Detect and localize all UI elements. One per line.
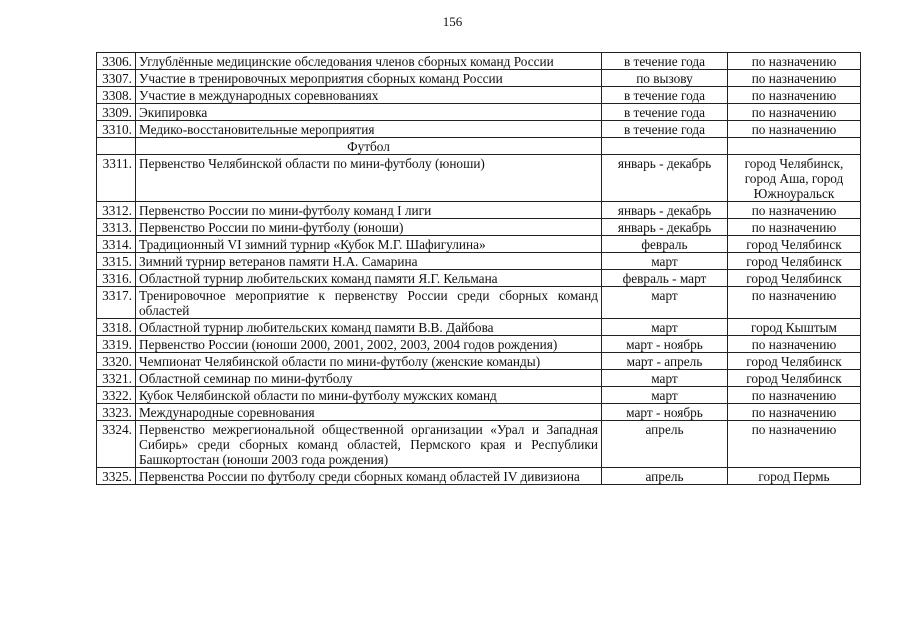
row-number: 3311. (97, 155, 136, 202)
event-place: город Кыштым (728, 319, 861, 336)
event-date: март (602, 370, 728, 387)
event-date: март - ноябрь (602, 404, 728, 421)
row-number: 3310. (97, 121, 136, 138)
event-date (602, 138, 728, 155)
row-number: 3307. (97, 70, 136, 87)
event-date: январь - декабрь (602, 155, 728, 202)
table-row (97, 270, 861, 287)
row-number: 3323. (97, 404, 136, 421)
event-name: Первенство России (юноши 2000, 2001, 2002, 2003, 2004 годов рождения) (136, 336, 602, 353)
event-date: март - ноябрь (602, 336, 728, 353)
table-row (97, 421, 861, 468)
event-place: по назначению (728, 421, 861, 468)
event-place: город Челябинск (728, 370, 861, 387)
event-place: город Челябинск (728, 253, 861, 270)
event-date: в течение года (602, 104, 728, 121)
event-date: март (602, 287, 728, 319)
row-number: 3316. (97, 270, 136, 287)
table-row (97, 70, 861, 87)
row-number: 3321. (97, 370, 136, 387)
row-number: 3315. (97, 253, 136, 270)
table-row (97, 370, 861, 387)
event-name: Тренировочное мероприятие к первенству России среди сборных команд областей (136, 287, 602, 319)
event-place: по назначению (728, 404, 861, 421)
row-number: 3308. (97, 87, 136, 104)
row-number: 3325. (97, 468, 136, 485)
table-row (97, 319, 861, 336)
event-place: по назначению (728, 104, 861, 121)
table-row (97, 53, 861, 70)
section-row (97, 138, 861, 155)
event-name: Экипировка (136, 104, 602, 121)
event-date: февраль (602, 236, 728, 253)
event-place: город Челябинск (728, 236, 861, 253)
event-date: в течение года (602, 87, 728, 104)
event-name: Чемпионат Челябинской области по мини-футболу (женские команды) (136, 353, 602, 370)
event-place: город Челябинск (728, 353, 861, 370)
table-row (97, 387, 861, 404)
event-place: по назначению (728, 387, 861, 404)
row-number: 3313. (97, 219, 136, 236)
row-number (97, 138, 136, 155)
event-name: Первенство Челябинской области по мини-футболу (юноши) (136, 155, 602, 202)
event-name: Областной турнир любительских команд памяти В.В. Дайбова (136, 319, 602, 336)
table-row (97, 287, 861, 319)
table-row (97, 253, 861, 270)
event-place (728, 138, 861, 155)
event-date: март (602, 319, 728, 336)
event-name: Областной семинар по мини-футболу (136, 370, 602, 387)
table-row (97, 353, 861, 370)
event-place: по назначению (728, 336, 861, 353)
section-heading: Футбол (136, 138, 602, 155)
event-place: по назначению (728, 219, 861, 236)
event-name: Первенства России по футболу среди сборных команд областей IV дивизиона (136, 468, 602, 485)
event-date: апрель (602, 421, 728, 468)
event-place: по назначению (728, 70, 861, 87)
row-number: 3317. (97, 287, 136, 319)
row-number: 3306. (97, 53, 136, 70)
event-date: в течение года (602, 53, 728, 70)
table-row (97, 236, 861, 253)
event-name: Первенство России по мини-футболу команд I лиги (136, 202, 602, 219)
table-row (97, 104, 861, 121)
event-date: март (602, 387, 728, 404)
event-place: город Пермь (728, 468, 861, 485)
table-row (97, 87, 861, 104)
event-name: Международные соревнования (136, 404, 602, 421)
table-row (97, 468, 861, 485)
table-row (97, 404, 861, 421)
row-number: 3319. (97, 336, 136, 353)
event-date: февраль - март (602, 270, 728, 287)
event-date: март - апрель (602, 353, 728, 370)
row-number: 3324. (97, 421, 136, 468)
event-name: Участие в международных соревнованиях (136, 87, 602, 104)
row-number: 3320. (97, 353, 136, 370)
event-date: по вызову (602, 70, 728, 87)
event-place: город Челябинск (728, 270, 861, 287)
event-place: по назначению (728, 287, 861, 319)
table-row (97, 155, 861, 202)
page-number: 156 (442, 14, 463, 29)
event-name: Участие в тренировочных мероприятия сборных команд России (136, 70, 602, 87)
event-name: Углублённые медицинские обследования членов сборных команд России (136, 53, 602, 70)
event-date: в течение года (602, 121, 728, 138)
event-name: Областной турнир любительских команд памяти Я.Г. Кельмана (136, 270, 602, 287)
event-name: Медико-восстановительные мероприятия (136, 121, 602, 138)
row-number: 3314. (97, 236, 136, 253)
table-row (97, 121, 861, 138)
event-name: Кубок Челябинской области по мини-футболу мужских команд (136, 387, 602, 404)
events-table (96, 52, 861, 485)
event-name: Первенство России по мини-футболу (юноши) (136, 219, 602, 236)
row-number: 3318. (97, 319, 136, 336)
event-name: Традиционный VI зимний турнир «Кубок М.Г. Шафигулина» (136, 236, 602, 253)
event-place: по назначению (728, 53, 861, 70)
event-place: по назначению (728, 202, 861, 219)
event-place: город Челябинск, город Аша, город Южноуральск (728, 155, 861, 202)
row-number: 3322. (97, 387, 136, 404)
event-place: по назначению (728, 87, 861, 104)
event-date: март (602, 253, 728, 270)
event-date: январь - декабрь (602, 219, 728, 236)
row-number: 3309. (97, 104, 136, 121)
table-row (97, 202, 861, 219)
event-name: Первенство межрегиональной общественной организации «Урал и Западная Сибирь» среди сборных команд областей, Пермского края и Республики Башкортостан (юноши 2003 года рождения) (136, 421, 602, 468)
event-date: январь - декабрь (602, 202, 728, 219)
table-row (97, 219, 861, 236)
event-name: Зимний турнир ветеранов памяти Н.А. Самарина (136, 253, 602, 270)
event-place: по назначению (728, 121, 861, 138)
row-number: 3312. (97, 202, 136, 219)
table-row (97, 336, 861, 353)
event-date: апрель (602, 468, 728, 485)
